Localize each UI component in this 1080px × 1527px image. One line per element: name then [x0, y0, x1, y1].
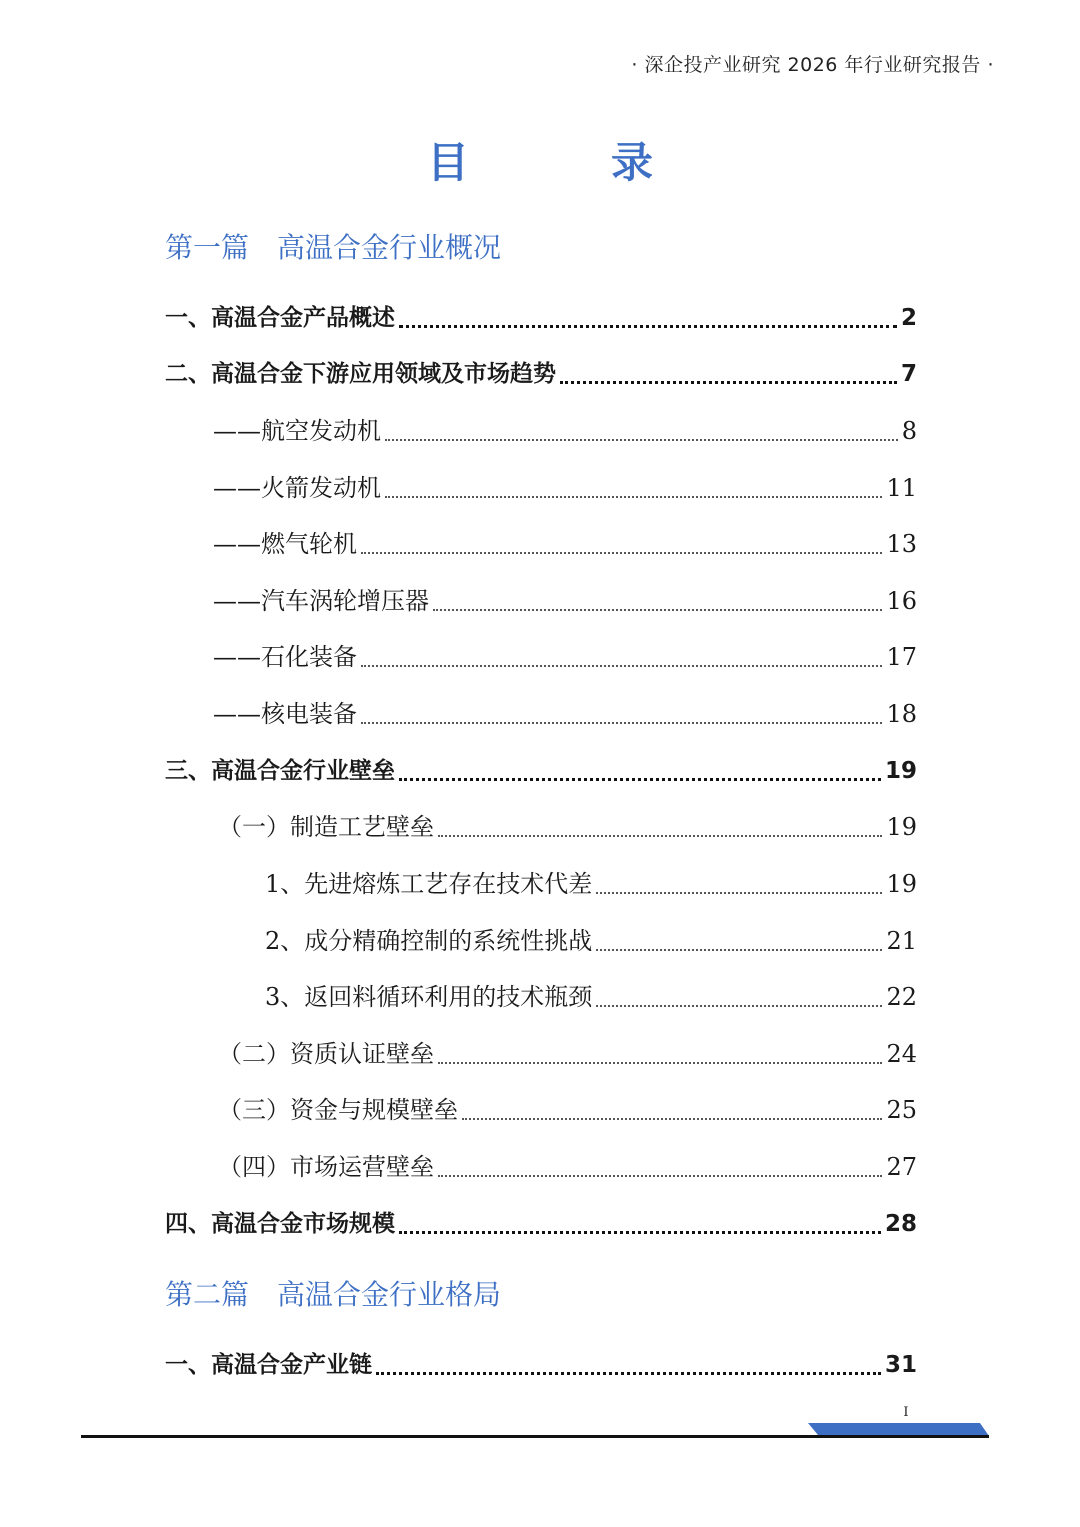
toc-leader-dots	[385, 495, 882, 498]
toc-entry[interactable]	[213, 580, 917, 616]
toc-entry[interactable]	[165, 750, 917, 786]
part-heading-2: 第二篇 高温合金行业格局	[165, 1278, 502, 1311]
toc-entry[interactable]	[265, 920, 917, 956]
report-header: · 深企投产业研究 2026 年行业研究报告 ·	[631, 54, 994, 76]
toc-leader-dots	[596, 891, 882, 894]
toc-leader-dots	[399, 1230, 881, 1234]
toc-entry-text: 一、高温合金产业链	[165, 1352, 372, 1378]
toc-entry-page: 24	[886, 1040, 917, 1068]
toc-entry[interactable]	[213, 693, 917, 729]
toc-entry-text: （二）资质认证壁垒	[218, 1040, 434, 1068]
toc-leader-dots	[438, 1061, 882, 1064]
toc-entry-page: 19	[884, 758, 917, 784]
toc-leader-dots	[462, 1117, 882, 1120]
toc-entry-page: 17	[886, 643, 917, 671]
toc-entry-page: 13	[886, 530, 917, 558]
toc-entry-text: 一、高温合金产品概述	[165, 305, 395, 331]
toc-entry[interactable]	[265, 863, 917, 899]
toc-entry-text: （一）制造工艺壁垒	[218, 813, 434, 841]
toc-entry[interactable]	[213, 410, 917, 446]
toc-entry-text: （四）市场运营壁垒	[218, 1153, 434, 1181]
toc-entry[interactable]	[265, 976, 917, 1012]
toc-leader-dots	[438, 834, 882, 837]
toc-entry-page: 22	[886, 983, 917, 1011]
toc-leader-dots	[399, 777, 881, 781]
toc-leader-dots	[399, 324, 897, 328]
toc-entry-page: 18	[886, 700, 917, 728]
toc-entry-page: 19	[886, 813, 917, 841]
toc-entry-text: ——航空发动机	[213, 417, 381, 445]
toc-entry-page: 25	[886, 1096, 917, 1124]
toc-entry-page: 27	[886, 1153, 917, 1181]
toc-entry-text: 三、高温合金行业壁垒	[165, 758, 395, 784]
toc-entry-text: ——石化装备	[213, 643, 357, 671]
toc-entry[interactable]	[165, 1344, 917, 1380]
toc-entry-page: 11	[886, 474, 917, 502]
toc-entry[interactable]	[165, 297, 917, 333]
toc-entry-text: ——燃气轮机	[213, 530, 357, 558]
toc-entry-page: 7	[900, 361, 917, 387]
toc-leader-dots	[361, 664, 882, 667]
page-number: I	[903, 1405, 909, 1420]
toc-leader-dots	[560, 380, 897, 384]
toc-entry[interactable]	[218, 1089, 917, 1125]
toc-entry[interactable]	[213, 467, 917, 503]
toc-leader-dots	[361, 551, 882, 554]
toc-entry[interactable]	[218, 806, 917, 842]
toc-leader-dots	[596, 1004, 882, 1007]
toc-entry[interactable]	[218, 1033, 917, 1069]
toc-entry[interactable]	[218, 1146, 917, 1182]
toc-leader-dots	[376, 1371, 881, 1375]
toc-entry-text: ——火箭发动机	[213, 474, 381, 502]
toc-entry[interactable]	[165, 1203, 917, 1239]
toc-leader-dots	[361, 721, 882, 724]
toc-leader-dots	[433, 608, 882, 611]
toc-entry-text: 3、返回料循环利用的技术瓶颈	[265, 983, 593, 1011]
toc-entry-text: ——汽车涡轮增压器	[213, 587, 429, 615]
toc-title: 目 录	[426, 138, 703, 187]
toc-entry[interactable]	[213, 523, 917, 559]
toc-entry-page: 8	[901, 417, 917, 445]
toc-leader-dots	[596, 948, 882, 951]
toc-entry-text: 四、高温合金市场规模	[165, 1211, 395, 1237]
toc-leader-dots	[438, 1174, 882, 1177]
toc-entry-text: ——核电装备	[213, 700, 357, 728]
toc-entry-text: 1、先进熔炼工艺存在技术代差	[265, 870, 593, 898]
toc-entry-text: （三）资金与规模壁垒	[218, 1096, 458, 1124]
part-heading-1: 第一篇 高温合金行业概况	[165, 231, 502, 264]
toc-entry-text: 2、成分精确控制的系统性挑战	[265, 927, 593, 955]
toc-entry-page: 21	[886, 927, 917, 955]
toc-entry-text: 二、高温合金下游应用领域及市场趋势	[165, 361, 556, 387]
toc-entry[interactable]	[165, 353, 917, 389]
toc-entry-page: 16	[886, 587, 917, 615]
toc-entry-page: 28	[884, 1211, 917, 1237]
toc-entry[interactable]	[213, 636, 917, 672]
toc-entry-page: 19	[886, 870, 917, 898]
toc-entry-page: 31	[884, 1352, 917, 1378]
footer-rule	[81, 1435, 989, 1438]
toc-leader-dots	[385, 438, 898, 441]
toc-entry-page: 2	[900, 305, 917, 331]
